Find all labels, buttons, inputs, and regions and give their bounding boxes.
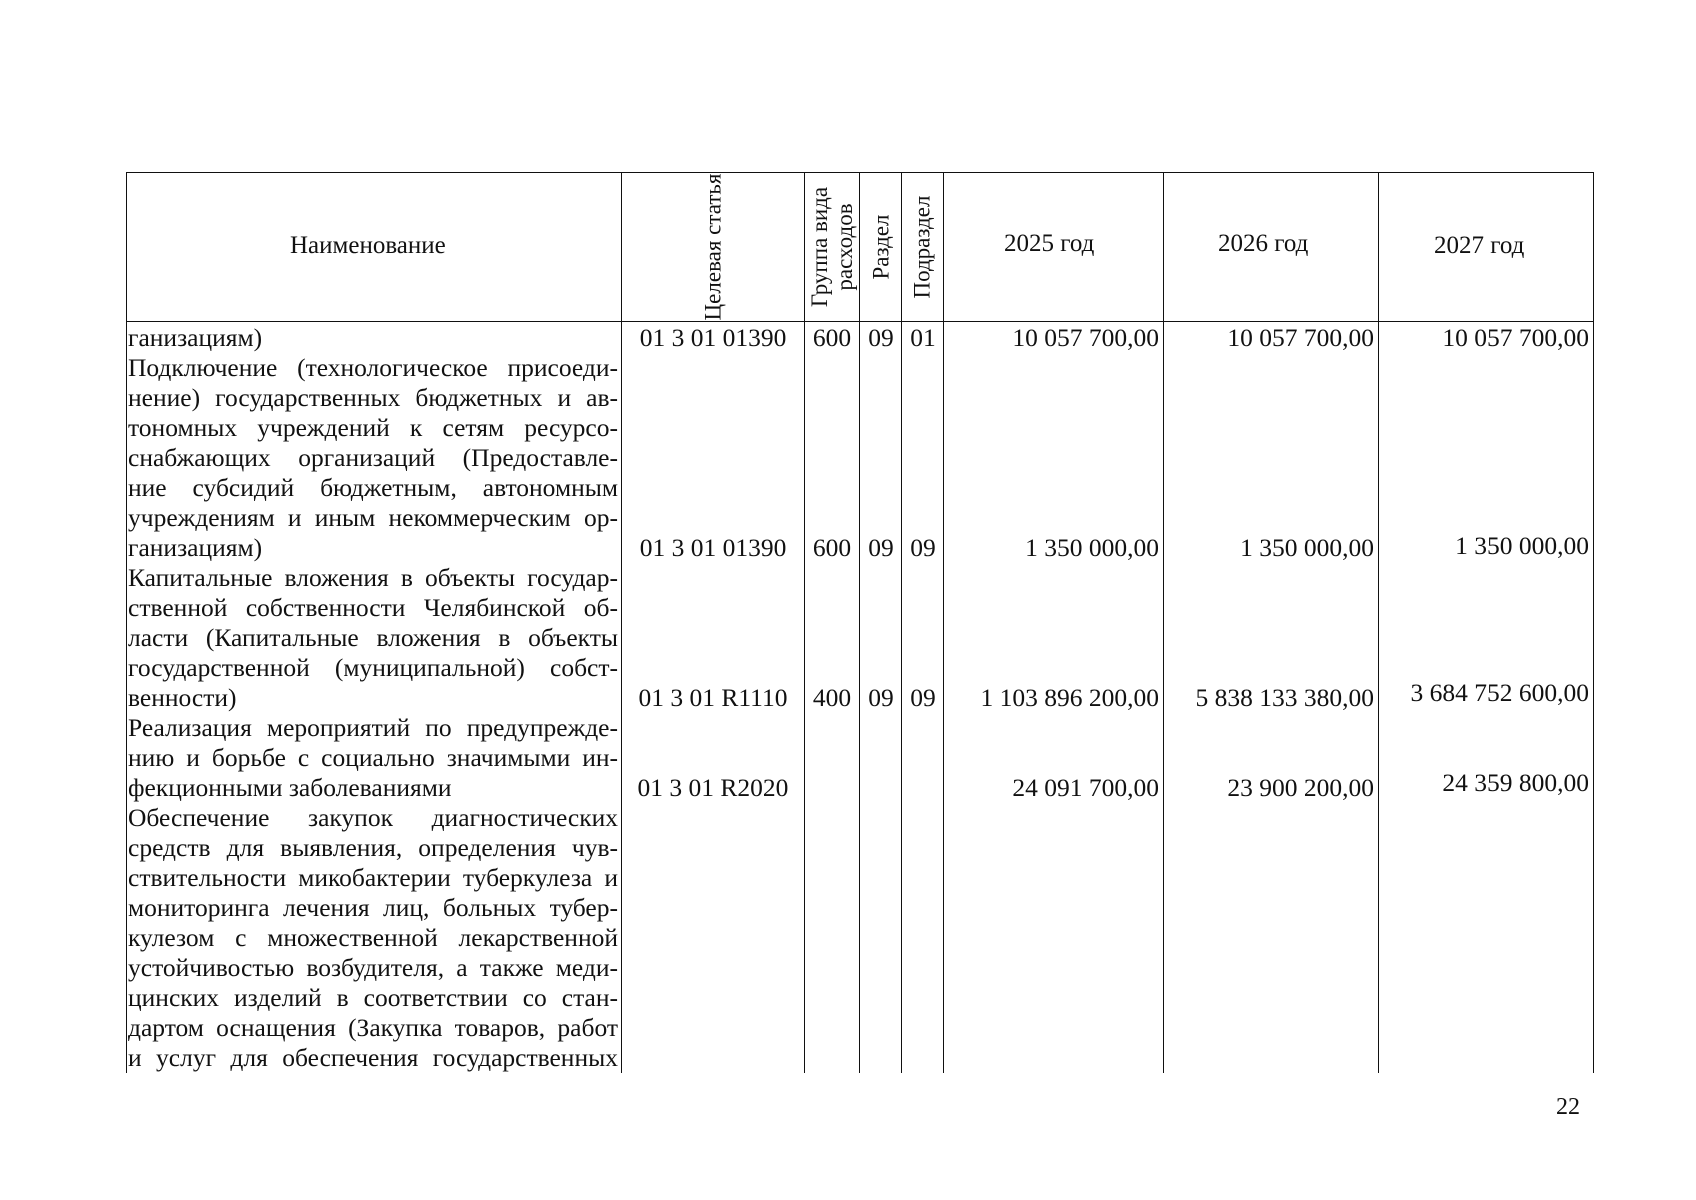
col-border-right	[1593, 172, 1594, 1073]
header-2027: 2027 год	[1434, 232, 1525, 259]
cell-2026: 1 350 000,00	[1240, 533, 1374, 562]
cell-group: 600	[812, 533, 852, 562]
header-2025: 2025 год	[1004, 230, 1095, 257]
name-line: ласти (Капитальные вложения в объекты	[128, 623, 618, 652]
name-line: фекционными заболеваниями	[128, 773, 452, 802]
cell-2026: 23 900 200,00	[1227, 773, 1374, 802]
cell-group: 400	[812, 683, 852, 712]
header-name: Наименование	[290, 232, 446, 259]
name-line: Подключение (технологическое присоеди-	[128, 353, 618, 382]
name-line: мониторинга лечения лиц, больных тубер-	[128, 893, 618, 922]
name-line: средств для выявления, определения чув-	[128, 833, 618, 862]
cell-2025: 1 103 896 200,00	[980, 683, 1159, 712]
col-border-subsection	[943, 172, 944, 1073]
cell-code: 01 3 01 R1110	[638, 683, 788, 712]
name-line: нение) государственных бюджетных и ав-	[128, 383, 618, 412]
cell-2027: 1 350 000,00	[1455, 531, 1589, 560]
header-target-article	[701, 172, 726, 322]
cell-2026: 5 838 133 380,00	[1195, 683, 1374, 712]
name-line: тономных учреждений к сетям ресурсо-	[128, 413, 618, 442]
cell-2027: 3 684 752 600,00	[1410, 678, 1589, 707]
name-line: Обеспечение закупок диагностических	[128, 803, 618, 832]
header-bottom-border	[126, 321, 1594, 322]
cell-2025: 24 091 700,00	[1012, 773, 1159, 802]
cell-code: 01 3 01 R2020	[637, 773, 789, 802]
col-border-2026	[1378, 172, 1379, 1073]
cell-section: 09	[868, 683, 894, 712]
cell-2027: 24 359 800,00	[1442, 768, 1589, 797]
name-line: учреждениям и иным некоммерческим ор-	[128, 503, 618, 532]
name-line: государственной (муниципальной) собст-	[128, 653, 618, 682]
col-border-group	[859, 172, 860, 1073]
name-line: ственной собственности Челябинской об-	[128, 593, 618, 622]
name-line: и услуг для обеспечения государственных	[128, 1043, 618, 1072]
header-subsection-text: Подраздел	[909, 195, 935, 299]
cell-subsection: 09	[910, 683, 936, 712]
name-line: ганизациям)	[128, 533, 263, 562]
name-line: Капитальные вложения в объекты государ-	[128, 563, 618, 592]
cell-section: 09	[868, 323, 894, 352]
name-line: Реализация мероприятий по предупрежде-	[128, 713, 618, 742]
cell-section: 09	[868, 533, 894, 562]
name-line: ганизациям)	[128, 323, 263, 352]
col-border-left	[126, 172, 127, 1073]
cell-subsection: 09	[910, 533, 936, 562]
header-target-article-text: Целевая статья	[700, 173, 726, 321]
cell-subsection: 01	[910, 323, 936, 352]
page-number: 22	[1556, 1094, 1580, 1120]
table-top-border	[126, 172, 1594, 173]
name-line: нию и борьбе с социально значимыми ин-	[128, 743, 618, 772]
col-border-code	[804, 172, 805, 1073]
header-expense-group	[807, 174, 857, 320]
cell-2026: 10 057 700,00	[1227, 323, 1374, 352]
cell-2025: 1 350 000,00	[1025, 533, 1159, 562]
name-line: венности)	[128, 683, 237, 712]
name-line: кулезом с множественной лекарственной	[128, 923, 618, 952]
header-expense-group-text: Группа вида расходов	[807, 186, 857, 308]
name-line: дартом оснащения (Закупка товаров, работ	[128, 1013, 618, 1042]
cell-code: 01 3 01 01390	[639, 323, 787, 352]
header-2026: 2026 год	[1218, 230, 1309, 257]
header-subsection	[910, 177, 935, 317]
col-border-name	[621, 172, 622, 1073]
name-line: ствительности микобактерии туберкулеза и	[128, 863, 618, 892]
col-border-section	[901, 172, 902, 1073]
cell-group: 600	[812, 323, 852, 352]
cell-code: 01 3 01 01390	[639, 533, 787, 562]
header-section	[869, 177, 894, 317]
name-line: устойчивостью возбудителя, а также меди-	[128, 953, 618, 982]
cell-2025: 10 057 700,00	[1012, 323, 1159, 352]
col-border-2025	[1163, 172, 1164, 1073]
header-section-text: Раздел	[868, 214, 894, 280]
cell-2027: 10 057 700,00	[1442, 323, 1589, 352]
name-line: ние субсидий бюджетным, автономным	[128, 473, 618, 502]
name-line: снабжающих организаций (Предоставле-	[128, 443, 618, 472]
name-line: цинских изделий в соответствии со стан-	[128, 983, 618, 1012]
